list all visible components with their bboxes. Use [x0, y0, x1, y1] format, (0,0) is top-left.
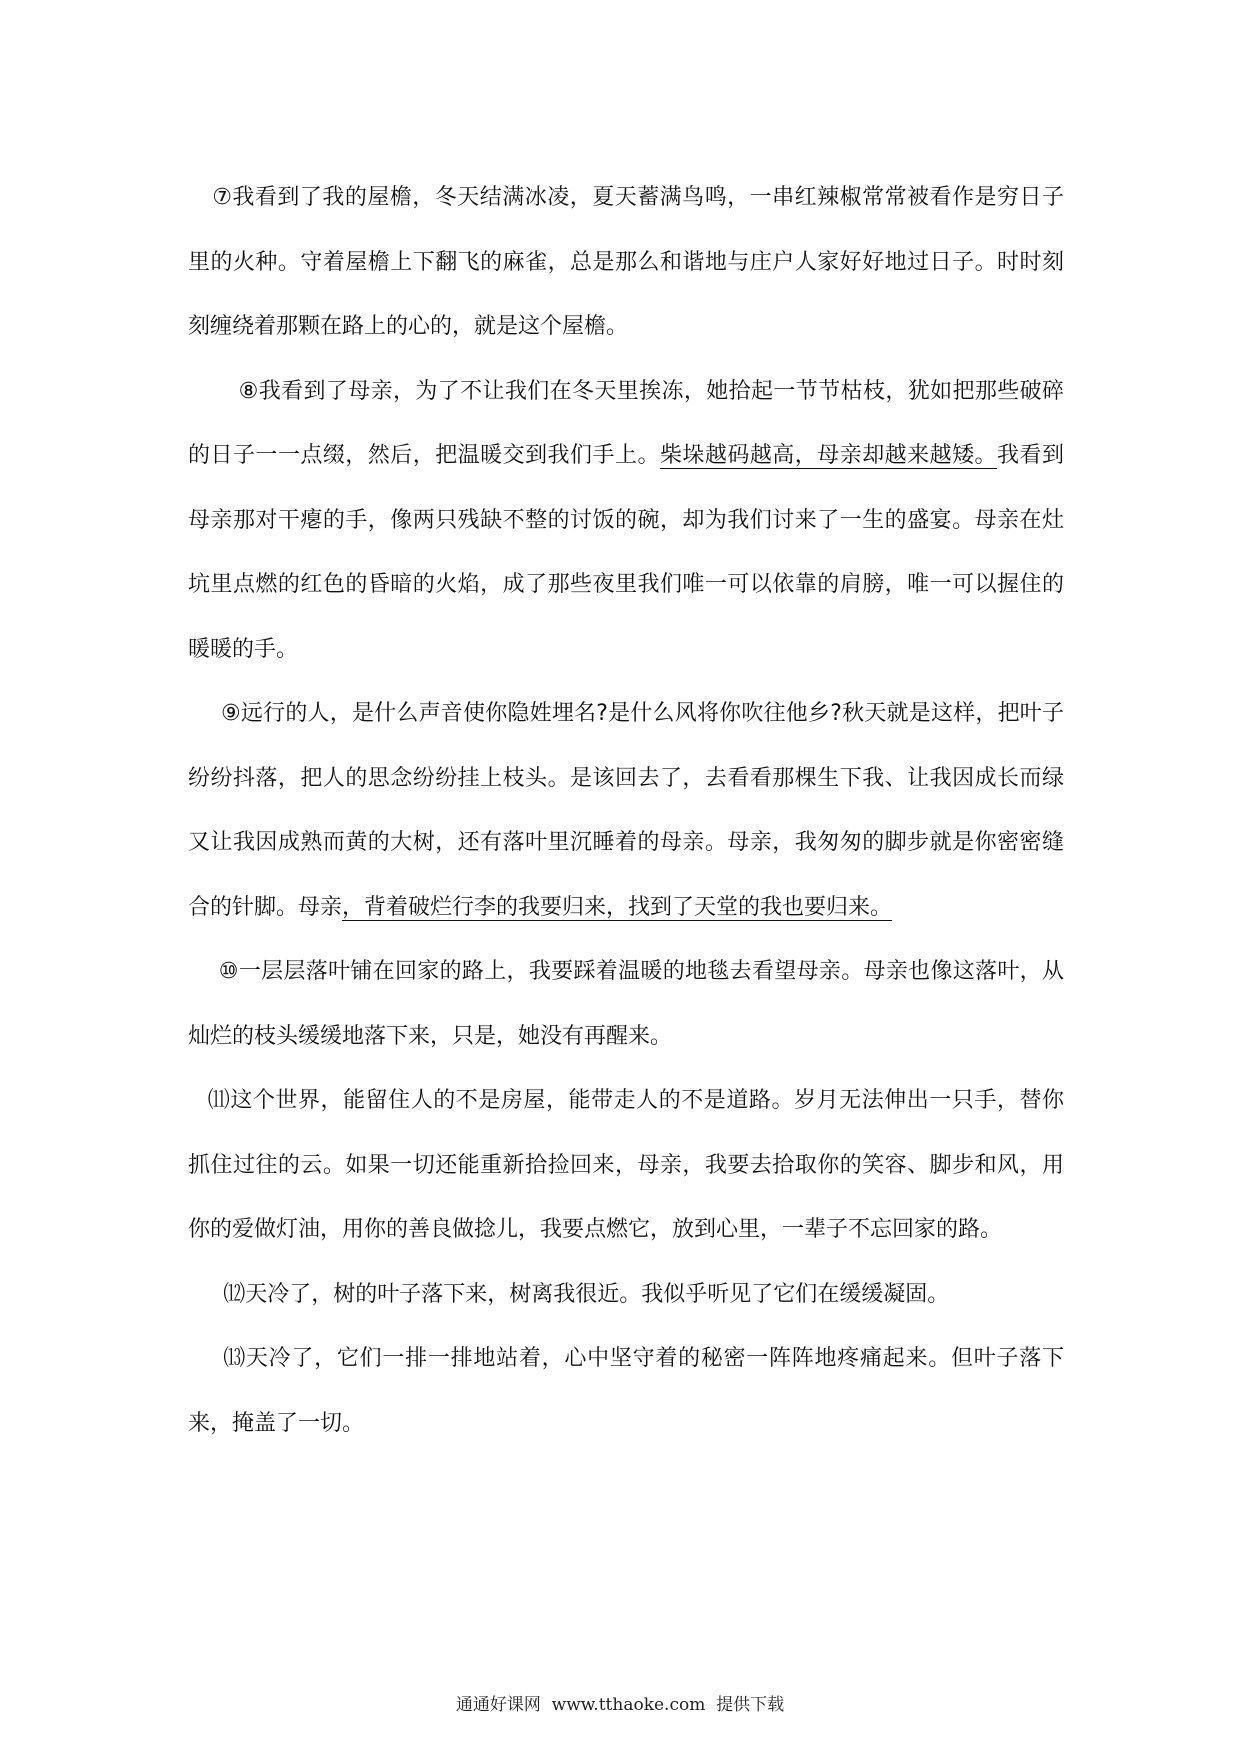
paragraph-text: 我看到母亲那对干瘪的手，像两只残缺不整的讨饭的碗，却为我们讨来了一生的盛宴。母亲在灶坑里点燃的红色的昏暗的火焰，成了那些夜里我们唯一可以依靠的肩膀，唯一可以握住的暖暖的手。	[188, 443, 1064, 662]
paragraph-text: ⑨远行的人，是什么声音使你隐姓埋名?是什么风将你吹往他乡?秋天就是这样，把叶子纷纷抖落，把人的思念纷纷挂上枝头。是该回去了，去看看那棵生下我、让我因成长而绿又让我因成熟而黄的大树，还有落叶里沉睡着的母亲。母亲，我匆匆的脚步就是你密密缝合的针脚。母亲	[188, 701, 1064, 920]
paragraph-text: ⑩一层层落叶铺在回家的路上，我要踩着温暖的地毯去看望母亲。母亲也像这落叶，从灿烂的枝头缓缓地落下来，只是，她没有再醒来。	[188, 959, 1064, 1049]
paragraph-text: ⑿天冷了，树的叶子落下来，树离我很近。我似乎听见了它们在缓缓凝固。	[223, 1281, 950, 1307]
article-body	[188, 166, 1064, 1456]
paragraph-8	[188, 360, 1064, 683]
paragraph-7	[188, 166, 1064, 360]
underlined-sentence: ，背着破烂行李的我要归来，找到了天堂的我也要归来。	[342, 894, 893, 920]
paragraph-9	[188, 682, 1064, 940]
paragraph-12	[188, 1263, 1064, 1328]
paragraph-10	[188, 940, 1064, 1069]
paragraph-text: ⑾这个世界，能留住人的不是房屋，能带走人的不是道路。岁月无法伸出一只手，替你抓住过往的云。如果一切还能重新拾捡回来，母亲，我要去拾取你的笑容、脚步和风，用你的爱做灯油，用你的善良做捻儿，我要点燃它，放到心里，一辈子不忘回家的路。	[188, 1088, 1064, 1242]
paragraph-11	[188, 1069, 1064, 1263]
underlined-sentence: 柴垛越码越高，母亲却越来越矮。	[659, 443, 998, 468]
page-footer: 通通好课网 www.tthaoke.com 提供下载	[455, 1695, 785, 1715]
paragraph-text: ⑧我看到了母亲，为了不让我们在冬天里挨冻，她拾起一节节枯枝，犹如把那些破碎的日子一一点缀，然后，把温暖交到我们手上。	[188, 378, 1064, 468]
paragraph-text: ⒀天冷了，它们一排一排地站着，心中坚守着的秘密一阵阵地疼痛起来。但叶子落下来，掩盖了一切。	[188, 1346, 1064, 1436]
paragraph-text: ⑦我看到了我的屋檐，冬天结满冰凌，夏天蓄满鸟鸣，一串红辣椒常常被看作是穷日子里的火种。守着屋檐上下翻飞的麻雀，总是那么和谐地与庄户人家好好地过日子。时时刻刻缠绕着那颗在路上的心的，就是这个屋檐。	[188, 185, 1064, 339]
paragraph-13	[188, 1327, 1064, 1456]
